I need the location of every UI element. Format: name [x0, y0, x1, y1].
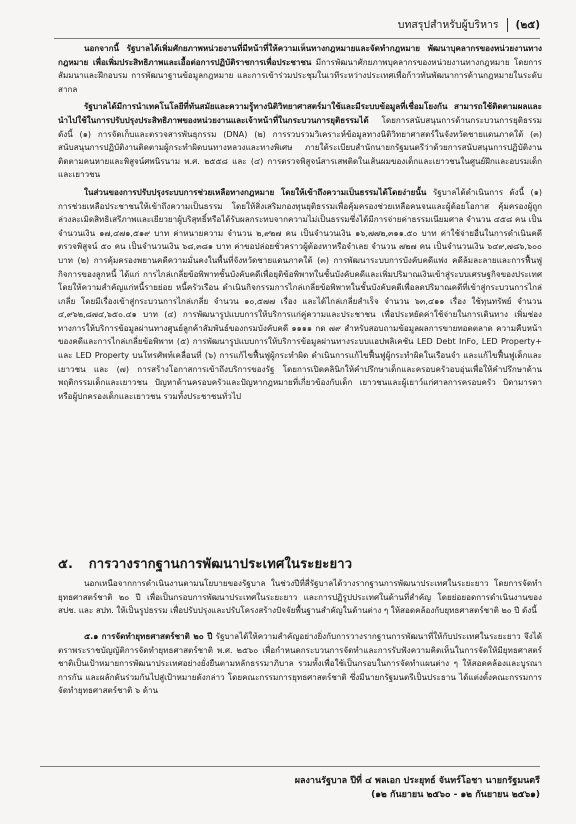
- paragraph-3: [58, 186, 542, 404]
- paragraph-1-lead: นอกจากนี้ รัฐบาลได้เพิ่มศักยภาพหน่วยงานที่มีหน้าที่ให้ความเห็นทางกฎหมายและจัดทำกฎหมาย พัฒนาบุคลากรของหน่วยงานทางกฎหมาย เพื่อเพิ่มประสิทธิภาพและเอื้อต่อการปฏิบัติราชการเพื่อประชาชน: [58, 43, 542, 67]
- header-divider: [507, 18, 508, 32]
- subsection-lead: การจัดทำยุทธศาสตร์ชาติ ๒๐ ปี: [101, 631, 213, 641]
- section-heading: [58, 553, 542, 574]
- page-number: (๒๕): [515, 19, 540, 31]
- subsection-number: ๕.๑: [84, 631, 99, 641]
- paragraph-2: [58, 100, 542, 182]
- subsection-paragraph: [58, 630, 542, 698]
- footer-line-2: (๑๒ กันยายน ๒๕๖๐ - ๑๒ กันยายน ๒๕๖๑): [371, 790, 540, 800]
- footer-line-1: ผลงานรัฐบาล ปีที่ ๔ พลเอก ประยุทธ์ จันทร์โอชา นายกรัฐมนตรี: [294, 776, 540, 786]
- page-header: [398, 16, 540, 33]
- header-title: บทสรุปสำหรับผู้บริหาร: [397, 19, 499, 31]
- paragraph-2-text: โดยการสนับสนุนการด้านกระบวนการยุติธรรม ดังนี้ (๑) การจัดเก็บและตรวจสารพันธุกรรม (DNA) (๒) การรวบรวมวิเคราะห์ข้อมูลทางนิติวิทยาศาสตร์ในจังหวัดชายแดนภาคใต้ (๓) สนับสนุนการปฏิบัติงานติดตามผู้กระทำผิดบนทางหลวงและทางพิเศษ ภายใต้ระเบียบสำนักนายกรัฐมนตรีว่าด้วยการสนับสนุนการปฏิบัติงานติดตามคนหายและพิสูจน์ศพนิรนาม พ.ศ. ๒๕๕๘ และ (๔) การตรวจพิสูจน์สารเสพติดในเส้นผมของเด็กและเยาวชนในศูนย์ฝึกและอบรมเด็ก และเยาวชน: [58, 114, 542, 180]
- subsection-block: [58, 630, 542, 702]
- paragraph-3-lead: ในส่วนของการปรับปรุงระบบการช่วยเหลือทางกฎหมาย โดยให้เข้าถึงความเป็นธรรมได้โดยง่ายนั้น: [84, 186, 427, 197]
- header-rule: [54, 38, 540, 39]
- paragraph-1: [58, 42, 542, 96]
- section-number: ๕.: [58, 557, 74, 572]
- paragraph-2-lead: รัฐบาลได้มีการนำเทคโนโลยีที่ทันสมัยและความรู้ทางนิติวิทยาศาสตร์มาใช้และมีระบบข้อมูลที่เชื่อมโยงกัน สามารถใช้ติดตามผลและนำไปใช้ในการปรับปรุงประสิทธิภาพของหน่วยงานและเจ้าหน้าที่ในกระบวนการยุติธรรมได้: [58, 101, 542, 125]
- footer-rule: [40, 766, 540, 767]
- section-intro-block: [58, 577, 542, 622]
- page-footer: [40, 774, 540, 802]
- body-text-block: [58, 42, 542, 407]
- paragraph-3-text: รัฐบาลได้ดำเนินการ ดังนี้ (๑) การช่วยเหลือประชาชนให้เข้าถึงความเป็นธรรม โดยให้สิ่งเสริมกองทุนยุติธรรมเพื่อคุ้มครองช่วยเหลือคนจนและผู้ด้อยโอกาส คุ้มครองผู้ถูกล่วงละเมิดสิทธิเสรีภาพและเยียวยาผู้บริสุทธิ์หรือได้รับผลกระทบจากความไม่เป็นธรรมซึ่งได้มีการจ่ายค่าธรรมเนียมศาล จำนวน ๔๕๘ คน เป็นจำนวนเงิน ๑๗,๔๗๑,๕๑๙ บาท ค่าหนายความ จำนวน ๒,๙๒๗ คน เป็นจำนวนเงิน ๑๖,๗๗๒,๓๑๑.๕๐ บาท ค่าใช้จ่ายอื่นในการดำเนินคดีตรวจพิสูจน์ ๕๐ คน เป็นจำนวนเงิน ๖๘,๓๘๑ บาท ค่าขอปล่อยชั่วคราวผู้ต้องหาหรือจำเลย จำนวน ๗๒๗ คน เป็นจำนวนเงิน ๖๔๙,๗๘๖,๖๐๐ บาท (๒) การคุ้มครองพยานคดีความมั่นคงในพื้นที่จังหวัดชายแดนภาคใต้ (๓) การพัฒนาระบบการบังคับคดีแพ่ง คดีล้มละลายและการฟื้นฟูกิจการของลูกหนี้ ได้แก่ การไกล่เกลี่ยข้อพิพาทชั้นบังคับคดีเพื่อยุติข้อพิพาทในชั้นบังคับคดีและเพิ่มปริมาณเงินเข้าสู่ระบบเศรษฐกิจของประเทศ โดยให้ความสำคัญแก่หนี้รายย่อย หนี้ครัวเรือน ดำเนินกิจกรรมการไกล่เกลี่ยข้อพิพาทในชั้นบังคับคดีเพื่อลดปริมาณคดีที่เข้าสู่กระบวนการไกล่เกลี่ย โดยมีเรื่องเข้าสู่กระบวนการไกล่เกลี่ย จำนวน ๑๐,๕๗๗ เรื่อง และได้ไกล่เกลี่ยสำเร็จ จำนวน ๖๓,๔๑๑ เรื่อง ใช้ทุนทรัพย์ จำนวน ๔,๙๖๒,๘๗๔,๖๕๐.๔๑ บาท (๔) การพัฒนารูปแบบการให้บริการแก่คู่ความและประชาชน เพื่อประหยัดค่าใช้จ่ายในการเดินทาง เพิ่มช่องทางการให้บริการข้อมูลผ่านทางศูนย์ลูกค้าสัมพันธ์ของกรมบังคับคดี ๑๑๑๑ กด ๗๙ สำหรับสอบถามข้อมูลผลการขายทอดตลาด ความคืบหน้าของคดีและการไกล่เกลี่ยข้อพิพาท (๕) การพัฒนารูปแบบการให้บริการข้อมูลผ่านทางระบบแอปพลิเคชัน LED Debt InFo, LED Property+ และ LED Property บนโทรศัพท์เคลื่อนที่ (๖) การแก้ไขฟื้นฟูผู้กระทำผิด ดำเนินการแก้ไขฟื้นฟูผู้กระทำผิดในเรือนจำ และแก้ไขฟื้นฟูเด็กและเยาวชน และ (๗) การสร้างโอกาสการเข้าถึงบริการของรัฐ โดยการเปิดคลินิกให้คำปรึกษาเด็กและครอบครัวอบอุ่นเพื่อให้คำปรึกษาด้านพฤติกรรมเด็กและเยาวชน ปัญหาด้านครอบครัวและปัญหากฎหมายที่เกี่ยวข้องกับเด็ก เยาวชนและผู้เยาว์แก่ศาลการครอบครัว บิดามารดาหรือผู้ปกครองเด็กและเยาวชน รวมทั้งประชาชนทั่วไป: [58, 186, 542, 401]
- subsection-text: รัฐบาลได้ให้ความสำคัญอย่างยิ่งกับการวางรากฐานการพัฒนาที่ให้กับประเทศในระยะยาว จึงได้ตราพระราชบัญญัติการจัดทำยุทธศาสตร์ชาติ พ.ศ. ๒๕๖๐ เพื่อกำหนดกระบวนการจัดทำและการรับฟังความคิดเห็นในการจัดให้มียุทธศาสตร์ชาติเป็นเป้าหมายการพัฒนาประเทศอย่างยั่งยืนตามหลักธรรมาภิบาล รวมทั้งเพื่อใช้เป็นกรอบในการจัดทำแผนต่าง ๆ ให้สอดคล้องและบูรณาการกัน และผลักดันร่วมกันไปสู่เป้าหมายดังกล่าว โดยคณะกรรมการยุทธศาสตร์ชาติ ซึ่งมีนายกรัฐมนตรีเป็นประธาน ได้แต่งตั้งคณะกรรมการจัดทำยุทธศาสตร์ชาติ ๖ ด้าน: [58, 631, 543, 696]
- section-intro: นอกเหนือจากการดำเนินงานตามนโยบายของรัฐบาล ในช่วงปีที่สี่รัฐบาลได้วางรากฐานการพัฒนาประเทศในระยะยาว โดยการจัดทำยุทธศาสตร์ชาติ ๒๐ ปี เพื่อเป็นกรอบการพัฒนาประเทศในระยะยาว และการปฏิรูปประเทศในด้านที่สำคัญ โดยย่อยอดการดำเนินงานของ สปช. และ สปท. ให้เป็นรูปธรรม เพื่อปรับปรุงและปรับโครงสร้างปัจจัยพื้นฐานสำคัญในด้านต่าง ๆ ให้สอดคล้องกับยุทธศาสตร์ชาติ ๒๐ ปี ดังนี้: [58, 578, 542, 616]
- paragraph-1-text: มีการพัฒนาศักยภาพบุคลากรของหน่วยงานทางกฎหมาย โดยการสัมมนาและฝึกอบรม การพัฒนาฐานข้อมูลกฎหมาย และการเข้าร่วมประชุมในเวทีระหว่างประเทศเพื่อก้าวทันพัฒนาการด้านกฎหมายในระดับสากล: [58, 56, 542, 94]
- section-title: การวางรากฐานการพัฒนาประเทศในระยะยาว: [88, 557, 353, 572]
